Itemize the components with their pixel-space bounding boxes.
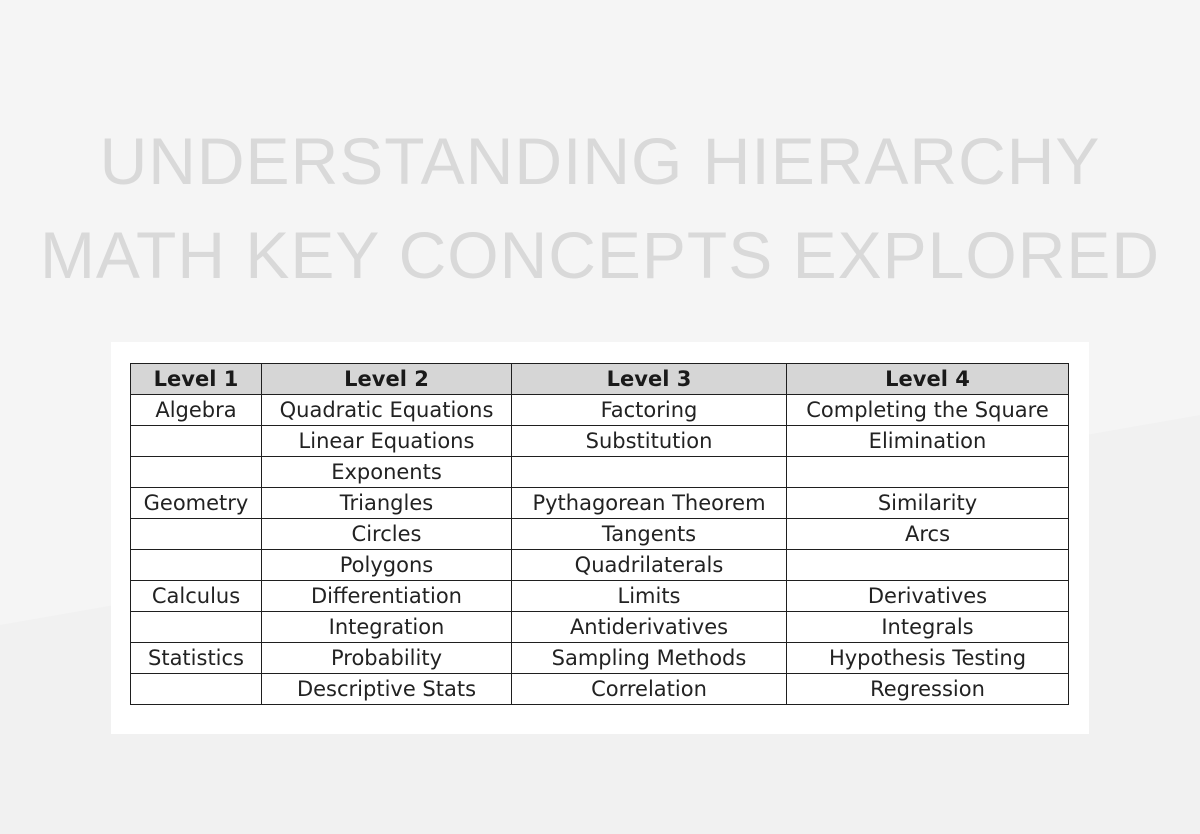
cell-level-4: Completing the Square [787, 395, 1069, 426]
cell-level-1 [131, 550, 262, 581]
cell-level-3: Quadrilaterals [512, 550, 787, 581]
cell-level-4: Elimination [787, 426, 1069, 457]
header-row [131, 364, 1069, 395]
header-level-4: Level 4 [787, 364, 1069, 395]
cell-level-4: Derivatives [787, 581, 1069, 612]
table-row [131, 581, 1069, 612]
cell-level-1 [131, 519, 262, 550]
cell-level-1 [131, 457, 262, 488]
cell-level-3: Substitution [512, 426, 787, 457]
cell-level-4: Integrals [787, 612, 1069, 643]
cell-level-4: Regression [787, 674, 1069, 705]
cell-level-3: Factoring [512, 395, 787, 426]
cell-level-4 [787, 550, 1069, 581]
cell-level-2: Circles [262, 519, 512, 550]
cell-level-4: Similarity [787, 488, 1069, 519]
hierarchy-table [130, 363, 1069, 705]
cell-level-3: Limits [512, 581, 787, 612]
cell-level-3: Pythagorean Theorem [512, 488, 787, 519]
cell-level-3: Correlation [512, 674, 787, 705]
table-row [131, 457, 1069, 488]
page-title-line-1: UNDERSTANDING HIERARCHY [99, 124, 1101, 198]
cell-level-4 [787, 457, 1069, 488]
cell-level-3: Antiderivatives [512, 612, 787, 643]
cell-level-1: Calculus [131, 581, 262, 612]
table-row [131, 395, 1069, 426]
table-row [131, 643, 1069, 674]
cell-level-3: Tangents [512, 519, 787, 550]
cell-level-2: Integration [262, 612, 512, 643]
cell-level-1: Algebra [131, 395, 262, 426]
table-row [131, 674, 1069, 705]
table-row [131, 550, 1069, 581]
cell-level-2: Exponents [262, 457, 512, 488]
header-level-1: Level 1 [131, 364, 262, 395]
cell-level-2: Polygons [262, 550, 512, 581]
table-row [131, 612, 1069, 643]
cell-level-2: Differentiation [262, 581, 512, 612]
cell-level-1 [131, 674, 262, 705]
cell-level-1 [131, 612, 262, 643]
table-row [131, 519, 1069, 550]
cell-level-2: Linear Equations [262, 426, 512, 457]
cell-level-3: Sampling Methods [512, 643, 787, 674]
table-row [131, 488, 1069, 519]
cell-level-1: Geometry [131, 488, 262, 519]
page-title-line-2: MATH KEY CONCEPTS EXPLORED [39, 218, 1161, 292]
cell-level-4: Hypothesis Testing [787, 643, 1069, 674]
cell-level-3 [512, 457, 787, 488]
cell-level-2: Quadratic Equations [262, 395, 512, 426]
cell-level-1 [131, 426, 262, 457]
header-level-2: Level 2 [262, 364, 512, 395]
cell-level-1: Statistics [131, 643, 262, 674]
header-level-3: Level 3 [512, 364, 787, 395]
table-row [131, 426, 1069, 457]
cell-level-2: Triangles [262, 488, 512, 519]
cell-level-2: Descriptive Stats [262, 674, 512, 705]
cell-level-4: Arcs [787, 519, 1069, 550]
cell-level-2: Probability [262, 643, 512, 674]
